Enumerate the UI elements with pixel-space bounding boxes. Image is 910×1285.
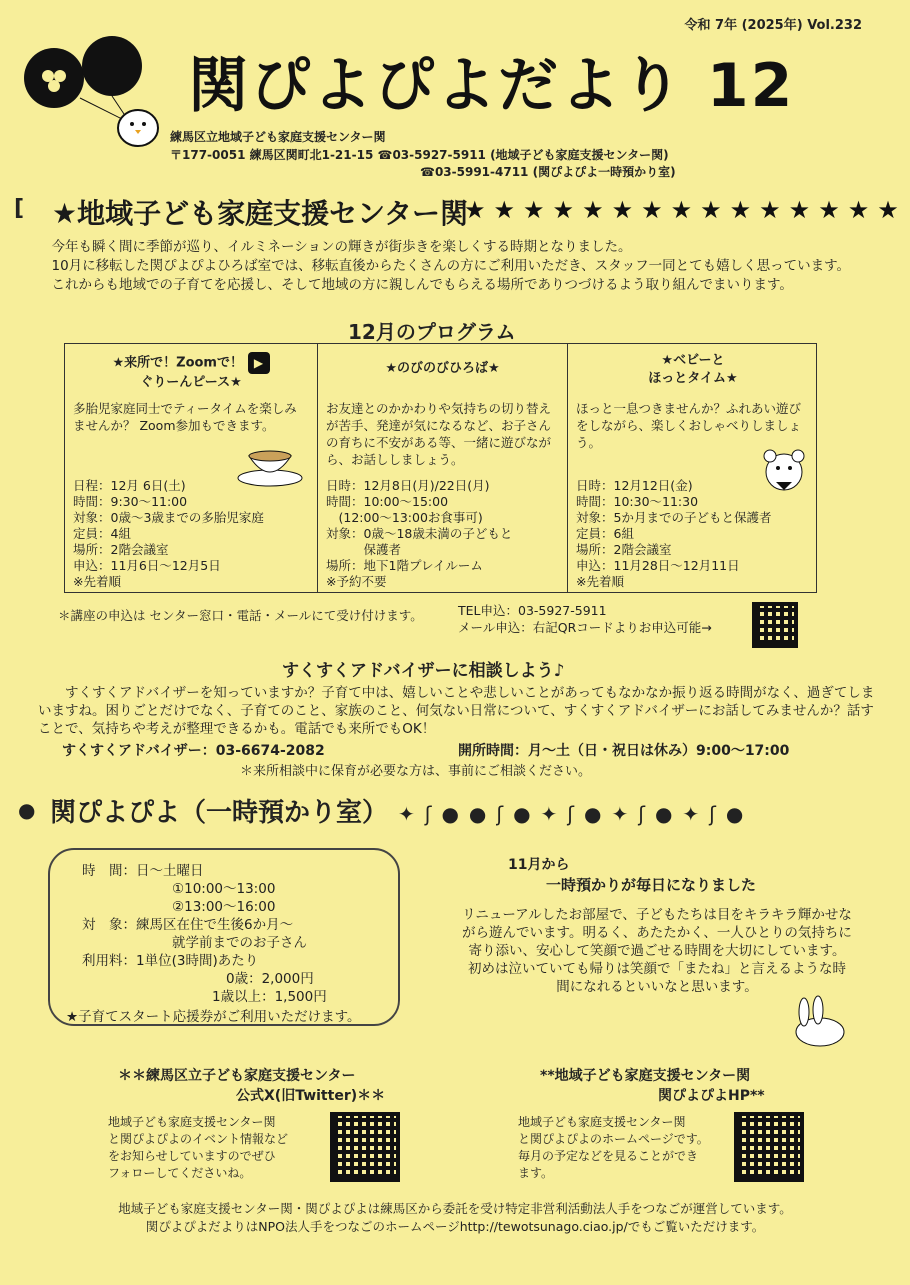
rabbit-icon xyxy=(790,990,860,1050)
hp-heading2: 関ぴよぴよHP** xyxy=(658,1088,765,1104)
tel-apply[interactable]: TEL申込：03-5927-5911 xyxy=(458,603,607,618)
info-key xyxy=(66,970,136,988)
info-key: 対 象： xyxy=(82,917,136,933)
x-body: 地域子ども家庭支援センター関 と関ぴよぴよのイベント情報など をお知らせしていますのでぜひ フォローしてくださいね。 xyxy=(108,1115,289,1180)
program-details: 日時：12月12日(金) 時間：10:30～11:30 対象：5か月までの子どもと保護者 定員：6組 場所：2階会議室 申込：11月28日～12月11日 ※先着順 xyxy=(576,478,772,589)
news-body: リニューアルしたお部屋で、子どもたちは目をキラキラ輝かせながら遊んでいます。明るく、あたたかく、一人ひとりの気持ちに寄り添い、安心して笑顔で過ごせる時間を大切にしています。初めは泣いていても帰りは笑顔で「またね」と言えるような時間になれるといいなと思います。 xyxy=(462,907,852,995)
hp-qr-code[interactable] xyxy=(734,1112,804,1182)
info-row xyxy=(66,898,382,916)
zoom-icon: ▶ xyxy=(248,352,270,374)
tel-line: ☎03-5991-4711 (関ぴよぴよ一時預かり室) xyxy=(420,165,676,179)
info-value: 日～土曜日 xyxy=(136,863,204,879)
program-details: 日程：12月 6日(土) 時間：9:30～11:00 対象：0歳～3歳までの多胎児家庭 定員：4組 場所：2階会議室 申込：11月6日～12月5日 ※先着順 xyxy=(73,478,264,589)
info-row xyxy=(66,862,382,880)
footer-line1: 地域子ども家庭支援センター関・関ぴよぴよは練馬区から委託を受け特定非営利活動法人手をつなごが運営しています。 xyxy=(118,1201,792,1216)
org-name: 練馬区立地域子ども家庭支援センター関 xyxy=(170,130,386,144)
star-row-icon: ★★★★★★★★★★★★★★★ xyxy=(464,196,907,224)
section-heading-piyopiyo xyxy=(18,792,898,832)
advisor-hours: 開所時間：月～土（日・祝日は休み）9:00～17:00 xyxy=(458,743,790,759)
footer-line2[interactable]: 関ぴよぴよだよりはNPO法人手をつなごのホームページhttp://tewotsunago.ciao.jp/でもご覧いただけます。 xyxy=(145,1219,765,1234)
intro-text xyxy=(38,238,878,295)
advisor-body: すくすくアドバイザーを知っていますか？子育て中は、嬉しいことや悲しいことがあってもなかなか振り返る時間がなく、過ぎてしまいますね。困りごとだけでなく、子育てのこと、家族のこと、何気ない日常について、すくすくアドバイザーにお話してみませんか？話すことで、気持ちや考えが整理できるかも。電話でも来所でもOK！ xyxy=(38,685,875,737)
info-key: 時 間： xyxy=(82,863,136,879)
info-key: 利用料： xyxy=(82,953,136,969)
childcare-info-box xyxy=(48,848,400,1026)
program-col-baby xyxy=(568,344,818,592)
info-value: 練馬区在住で生後6か月～ xyxy=(136,917,294,933)
x-heading1: ＊＊練馬区立子ども家庭支援センター xyxy=(118,1068,356,1084)
info-value: ②13:00～16:00 xyxy=(172,899,276,915)
address-line: 〒177-0051 練馬区関町北1-21-15 ☎03-5927-5911 (地域子ども家庭支援センター関) xyxy=(170,148,669,162)
info-row xyxy=(66,880,382,898)
info-key xyxy=(66,880,136,898)
info-value: 0歳：2,000円 xyxy=(226,971,314,987)
heading-line2: ぐりーんピース★ xyxy=(140,375,242,390)
news-heading1: 11月から xyxy=(508,857,570,873)
info-row xyxy=(66,952,382,970)
info-value: ①10:00～13:00 xyxy=(172,881,276,897)
bracket-icon: [ xyxy=(14,196,25,221)
intro-p1: 今年も瞬く間に季節が巡り、イルミネーションの輝きが街歩きを楽しくする時期となりました。 xyxy=(51,239,632,255)
advisor-note: ＊来所相談中に保育が必要な方は、事前にご相談ください。 xyxy=(240,764,592,779)
newsletter-title: 関ぴよぴよだより 12 xyxy=(188,51,795,121)
program-desc: 多胎児家庭同士でティータイムを楽しみませんか？ Zoom参加もできます。 xyxy=(73,401,297,433)
footer xyxy=(40,1200,870,1236)
info-note: ★子育てスタート応援券がご利用いただけます。 xyxy=(66,1009,361,1025)
program-details: 日時：12月8日(月)/22日(月) 時間：10:00～15:00 (12:00～13:00お食事可) 対象：0歳～18歳未満の子どもと 保護者 場所：地下1階プレイルーム ※予約不要 xyxy=(326,478,513,589)
hp-body: 地域子ども家庭支援センター関 と関ぴよぴよのホームページです。 毎月の予定などを見ることができ ます。 xyxy=(518,1115,709,1180)
heading-line2: ほっとタイム★ xyxy=(648,371,738,386)
info-value: 1単位(3時間)あたり xyxy=(136,953,259,969)
program-col-greenpeace xyxy=(65,344,318,592)
advisor-title: すくすくアドバイザーに相談しよう♪ xyxy=(282,661,565,681)
info-row xyxy=(66,970,382,988)
pudding-icon: ● xyxy=(18,798,36,822)
section-title: 関ぴよぴよ（一時預かり室） xyxy=(50,798,389,828)
program-desc: お友達とのかかわりや気持ちの切り替えが苦手、発達が気になるなど、お子さんの育ちに不安がある等、一緒に遊びながら、お話ししましょう。 xyxy=(326,401,552,467)
info-value: 1歳以上：1,500円 xyxy=(212,989,327,1005)
news-heading2: 一時預かりが毎日になりました xyxy=(546,876,757,894)
info-row xyxy=(66,934,382,952)
program-table xyxy=(64,343,817,593)
info-row xyxy=(66,988,382,1006)
program-heading xyxy=(73,352,309,396)
info-row xyxy=(66,916,382,934)
program-desc: ほっと一息つきませんか？ふれあい遊びをしながら、楽しくおしゃべりしましょう。 xyxy=(576,401,802,450)
program-col-nobinobi xyxy=(318,344,568,592)
section-heading-center xyxy=(14,190,907,230)
info-key xyxy=(66,898,136,916)
mail-apply: メール申込：右記QRコードよりお申込可能→ xyxy=(458,620,712,635)
sweets-row-icon: ✦ʃ●●ʃ●✦ʃ●✦ʃ●✦ʃ● xyxy=(398,802,754,826)
heading-line1: ★来所で！Zoomで！ xyxy=(112,355,243,371)
hp-heading1: **地域子ども家庭支援センター関 xyxy=(540,1068,751,1084)
issue-meta: 令和 7年 (2025年) Vol.232 xyxy=(684,18,862,33)
info-key xyxy=(66,988,136,1006)
info-key xyxy=(66,934,136,952)
chick-balloon-logo xyxy=(20,28,170,148)
section-title: ★地域子ども家庭支援センター関 xyxy=(52,197,468,230)
intro-p2: 10月に移転した関ぴよぴよひろば室では、移転直後からたくさんの方にご利用いただき、スタッフ一同とても嬉しく思っています。 xyxy=(51,258,851,274)
apply-qr-code[interactable] xyxy=(752,602,798,648)
advisor-tel[interactable]: すくすくアドバイザー：03-6674-2082 xyxy=(62,743,325,759)
intro-p3: これからも地域での子育てを応援し、そして地域の方に親しんでもらえる場所でありつづけるよう取り組んでまいります。 xyxy=(51,277,793,293)
apply-contact xyxy=(458,602,712,636)
program-heading xyxy=(576,352,810,396)
apply-note: ＊講座の申込は センター窓口・電話・メールにて受け付けます。 xyxy=(58,608,423,623)
heading-line1: ★ベビーと xyxy=(661,353,725,368)
info-value: 就学前までのお子さん xyxy=(172,935,307,951)
x-heading2: 公式X(旧Twitter)＊＊ xyxy=(236,1088,386,1104)
program-heading: ★のびのびひろば★ xyxy=(385,361,500,376)
program-title: 12月のプログラム xyxy=(348,320,516,344)
x-qr-code[interactable] xyxy=(330,1112,400,1182)
